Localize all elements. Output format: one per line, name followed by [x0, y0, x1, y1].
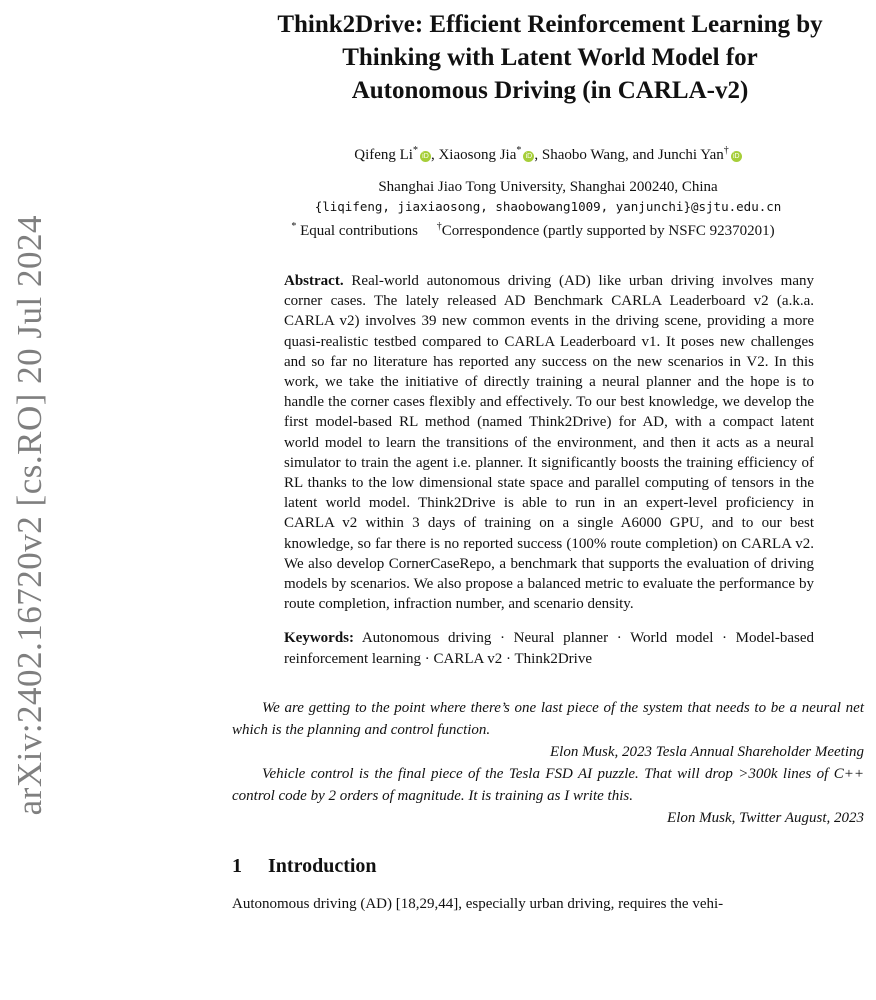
- author-name: Qifeng Li: [354, 147, 413, 163]
- paper-page: [232, 8, 864, 914]
- title-line: Think2Drive: Efficient Reinforcement Learning by: [277, 11, 823, 38]
- author-notes: [232, 217, 864, 241]
- abstract-text: Real-world autonomous driving (AD) like urban driving involves many corner cases. The lately released AD Benchmark CARLA Leaderboard v2 (a.k.a. CARLA v2) involves 39 new common events in the driving scene, providing a more quasi-realistic testbed compared to CARLA Leaderboard v1. It poses new challenges and so far no literature has reported any success on the new scenarios in V2. In this work, we take the initiative of directly training a neural planner and the hope is to handle the corner cases flexibly and effectively. To our best knowledge, we develop the first model-based RL method (named Think2Drive) for AD, with a compact latent world model to learn the transitions of the environment, and then it acts as a neural simulator to train the agent i.e. planner. It significantly boosts the training efficiency of RL thanks to the low dimensional state space and parallel computing of tensors in the latent world model. Think2Drive is able to run in an expert-level proficiency in CARLA v2 within 3 days of training on a single A6000 GPU, and to our best knowledge, so far there is no reported success (100% route completion) on CARLA v2. We also develop CornerCaseRepo, a benchmark that supports the evaluation of driving models by scenarios. We also propose a balanced metric to evaluate the performance by route completion, infraction number, and scenario density.: [284, 273, 814, 613]
- abstract: [284, 271, 814, 614]
- abstract-heading: Abstract.: [284, 273, 344, 289]
- section-title: Introduction: [268, 854, 377, 877]
- keywords-heading: Keywords:: [284, 630, 354, 647]
- author-name: and Junchi Yan: [632, 147, 724, 163]
- author-name: Xiaosong Jia: [438, 147, 517, 163]
- quote-text: We are getting to the point where there’s one last piece of the system that needs to be a neural net which is the planning and control function.: [232, 699, 864, 738]
- author-name: Shaobo Wang: [541, 147, 625, 163]
- orcid-icon[interactable]: iD: [731, 151, 742, 162]
- correspondence-mark: †: [723, 145, 729, 156]
- section-number: 1: [232, 854, 242, 877]
- arxiv-stamp: [0, 200, 60, 830]
- arxiv-stamp-text: arXiv:2402.16720v2 [cs.RO] 20 Jul 2024: [10, 214, 49, 816]
- title-line: Thinking with Latent World Model for: [342, 44, 758, 71]
- corr-note-text: Correspondence (partly supported by NSFC 92370201): [441, 223, 775, 239]
- equal-contribution-mark: *: [412, 145, 418, 156]
- section-heading: [232, 855, 864, 878]
- quote-text: Vehicle control is the final piece of the Tesla FSD AI puzzle. That will drop >300k lines of C++ control code by 2 orders of magnitude. It is training as I write this.: [232, 765, 864, 804]
- orcid-icon[interactable]: iD: [420, 151, 431, 162]
- affiliation: Shanghai Jiao Tong University, Shanghai 200240, China: [378, 179, 718, 195]
- title-line: Autonomous Driving (in CARLA-v2): [351, 77, 749, 104]
- keywords: [284, 628, 814, 668]
- corr-note-mark: †: [436, 221, 442, 232]
- paper-title: [232, 8, 864, 107]
- equal-note-text: Equal contributions: [300, 223, 419, 239]
- author-emails: {liqifeng, jiaxiaosong, shaobowang1009, yanjunchi}@sjtu.edu.cn: [314, 199, 782, 214]
- epigraph: [232, 697, 864, 829]
- intro-paragraph: Autonomous driving (AD) [18,29,44], especially urban driving, requires the vehi-: [232, 895, 724, 912]
- keywords-text: Autonomous driving · Neural planner · World model · Model-based reinforcement learning · CARLA v2 · Think2Drive: [284, 630, 814, 667]
- orcid-icon[interactable]: iD: [523, 151, 534, 162]
- quote-attribution: Elon Musk, 2023 Tesla Annual Shareholder Meeting: [549, 743, 864, 760]
- equal-note-mark: *: [291, 221, 297, 232]
- quote-attribution: Elon Musk, Twitter August, 2023: [667, 809, 864, 826]
- author-list: Qifeng Li*iD , Xiaosong Jia*iD , Shaobo Wang, and Junchi Yan†iD: [232, 141, 864, 165]
- equal-contribution-mark: *: [516, 145, 522, 156]
